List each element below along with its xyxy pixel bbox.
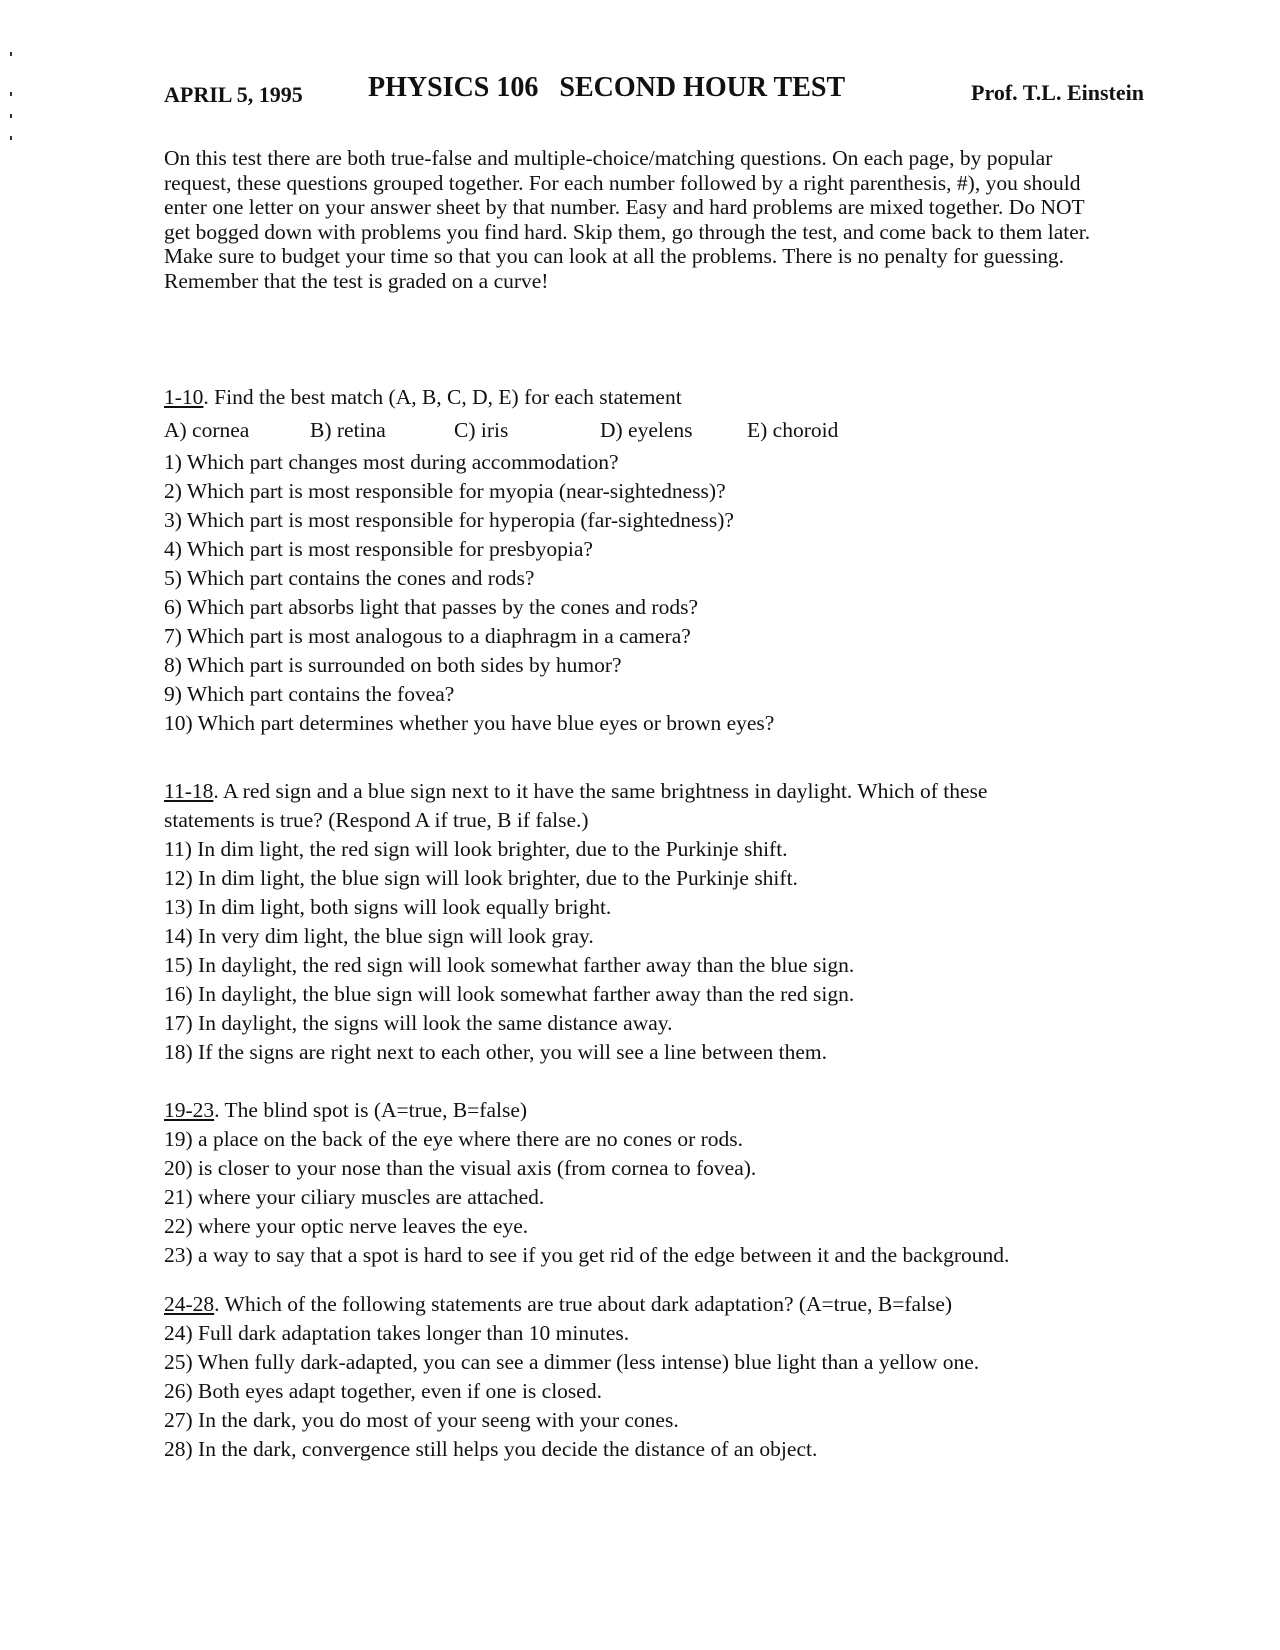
section-prompt: [164, 777, 1064, 835]
choice-e: E) choroid: [747, 418, 839, 442]
question-item: 19) a place on the back of the eye where there are no cones or rods.: [164, 1127, 744, 1151]
section-prompt-text: . A red sign and a blue sign next to it have the same brightness in daylight. Which of these statements is true? (Respond A if true, B if false.): [164, 779, 988, 832]
question-item: 5) Which part contains the cones and rods?: [164, 566, 535, 590]
section-prompt-text: . Which of the following statements are true about dark adaptation? (A=true, B=false): [214, 1292, 953, 1316]
answer-choices: [164, 412, 1164, 448]
section-19-23: [164, 1096, 1164, 1270]
section-range: 1-10: [164, 385, 204, 409]
section-prompt-text: . Find the best match (A, B, C, D, E) for each statement: [203, 385, 682, 409]
question-item: 26) Both eyes adapt together, even if one is closed.: [164, 1379, 602, 1403]
question-item: 3) Which part is most responsible for hyperopia (far-sightedness)?: [164, 508, 734, 532]
question-item: 24) Full dark adaptation takes longer than 10 minutes.: [164, 1321, 630, 1345]
question-item: 6) Which part absorbs light that passes by the cones and rods?: [164, 595, 698, 619]
section-24-28: [164, 1290, 1164, 1464]
section-1-10: [164, 383, 1164, 738]
question-item: 15) In daylight, the red sign will look somewhat farther away than the blue sign.: [164, 953, 855, 977]
choice-b: B) retina: [310, 418, 386, 442]
instructions-paragraph: On this test there are both true-false and multiple-choice/matching questions. On each page, by popular request, these questions grouped together. For each number followed by a right parenthesis, #), you should enter one letter on your answer sheet by that number. Easy and hard problems are mixed together. Do NOT get bogged down with problems you find hard. Skip them, go through the test, and come back to them later. Make sure to budget your time so that you can look at all the problems. There is no penalty for guessing. Remember that the test is graded on a curve!: [164, 146, 1091, 293]
question-item: 2) Which part is most responsible for myopia (near-sightedness)?: [164, 479, 726, 503]
section-prompt-text: . The blind spot is (A=true, B=false): [214, 1098, 528, 1122]
section-11-18: [164, 777, 1164, 1067]
question-item: 9) Which part contains the fovea?: [164, 682, 455, 706]
question-item: 17) In daylight, the signs will look the same distance away.: [164, 1011, 673, 1035]
section-prompt: [164, 1096, 1164, 1125]
question-item: 22) where your optic nerve leaves the eye.: [164, 1214, 529, 1238]
section-range: 19-23: [164, 1098, 215, 1122]
question-item: 8) Which part is surrounded on both sides by humor?: [164, 653, 622, 677]
margin-marks: [6, 52, 20, 148]
section-prompt: [164, 1290, 1164, 1319]
professor-name: Prof. T.L. Einstein: [971, 80, 1144, 105]
choice-c: C) iris: [454, 418, 509, 442]
section-range: 11-18: [164, 779, 214, 803]
question-item: 21) where your ciliary muscles are attached.: [164, 1185, 545, 1209]
question-item: 20) is closer to your nose than the visual axis (from cornea to fovea).: [164, 1156, 757, 1180]
question-item: 7) Which part is most analogous to a diaphragm in a camera?: [164, 624, 691, 648]
choice-a: A) cornea: [164, 418, 250, 442]
question-item: 1) Which part changes most during accommodation?: [164, 450, 619, 474]
question-item: 23) a way to say that a spot is hard to see if you get rid of the edge between it and the background.: [164, 1243, 1010, 1267]
question-item: 10) Which part determines whether you have blue eyes or brown eyes?: [164, 711, 775, 735]
test-date: APRIL 5, 1995: [164, 82, 303, 107]
question-item: 16) In daylight, the blue sign will look somewhat farther away than the red sign.: [164, 982, 855, 1006]
question-item: 25) When fully dark-adapted, you can see a dimmer (less intense) blue light than a yellow one.: [164, 1350, 980, 1374]
question-item: 14) In very dim light, the blue sign will look gray.: [164, 924, 594, 948]
question-item: 4) Which part is most responsible for presbyopia?: [164, 537, 593, 561]
section-prompt: [164, 383, 1164, 412]
question-item: 18) If the signs are right next to each other, you will see a line between them.: [164, 1040, 828, 1064]
question-item: 27) In the dark, you do most of your seeng with your cones.: [164, 1408, 679, 1432]
section-range: 24-28: [164, 1292, 215, 1316]
question-item: 28) In the dark, convergence still helps you decide the distance of an object.: [164, 1437, 818, 1461]
test-header: [164, 72, 1144, 112]
question-item: 11) In dim light, the red sign will look brighter, due to the Purkinje shift.: [164, 837, 788, 861]
choice-d: D) eyelens: [600, 418, 693, 442]
question-item: 13) In dim light, both signs will look equally bright.: [164, 895, 612, 919]
question-item: 12) In dim light, the blue sign will look brighter, due to the Purkinje shift.: [164, 866, 798, 890]
test-title: PHYSICS 106 SECOND HOUR TEST: [368, 72, 846, 103]
